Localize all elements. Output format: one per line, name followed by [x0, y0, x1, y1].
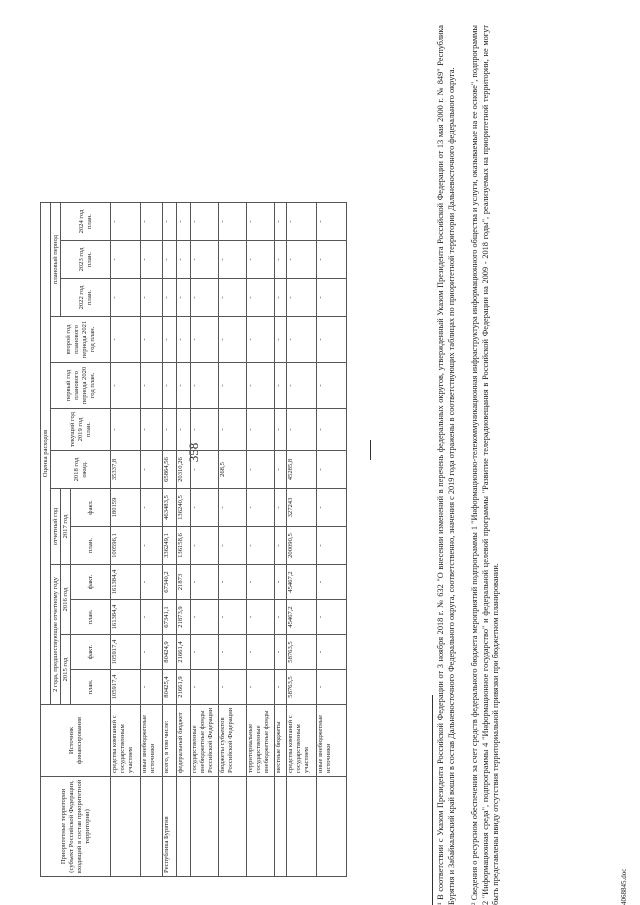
value-cell: -	[177, 241, 191, 279]
value-cell: -	[317, 203, 347, 241]
value-cell: -	[191, 409, 219, 451]
value-cell: -	[163, 279, 177, 317]
header-source: Источник финансирования	[41, 705, 111, 777]
value-cell: 161384,4	[111, 565, 141, 600]
region-cell	[275, 777, 287, 877]
value-cell: -	[177, 203, 191, 241]
header-estimate: Оценка расходов	[41, 203, 51, 705]
value-cell: 80424,9	[163, 635, 177, 670]
value-cell: -	[275, 409, 287, 451]
value-cell: -	[247, 565, 275, 600]
value-cell: 67341,1	[163, 600, 177, 635]
value-cell: -	[317, 451, 347, 489]
table-row	[317, 203, 347, 877]
value-cell: -	[317, 565, 347, 600]
value-cell: 20310,26	[177, 451, 191, 489]
value-cell: -	[177, 409, 191, 451]
value-cell: -	[219, 670, 247, 705]
footnote-1: ¹ В соответствии с Указом Президента Российской Федерации от 3 ноября 2018 г. № 632 "О внесении изменений в перечень федеральных округов, утвержденный Указом Президента Российской Федерации от 13 мая 2000 г. № 849" Республика Бурятия и Забайкальский край вошли в состав Дальневосточного Федерального округа, соответственно, значения с 2019 года отражены в соответствующих таблицах по приоритетной территории Дальневосточного федерального округа.	[436, 25, 456, 905]
value-cell: -	[111, 363, 141, 409]
value-cell: -	[247, 600, 275, 635]
value-cell: 58763,5	[287, 635, 317, 670]
value-cell: -	[317, 527, 347, 565]
region-cell	[177, 777, 191, 877]
header-2020: первый год планового периода 2020 год план.	[51, 363, 111, 409]
value-cell: 58763,5	[287, 670, 317, 705]
value-cell: -	[287, 409, 317, 451]
value-cell: -	[275, 317, 287, 363]
value-cell: -	[247, 203, 275, 241]
header-fact: факт.	[71, 489, 111, 527]
value-cell: -	[219, 635, 247, 670]
value-cell: -	[141, 527, 163, 565]
value-cell: -	[191, 635, 219, 670]
value-cell: -	[247, 635, 275, 670]
header-fact: факт.	[71, 565, 111, 600]
value-cell: -	[247, 363, 275, 409]
value-cell: -	[219, 489, 247, 527]
value-cell: 21661,4	[177, 635, 191, 670]
table-body	[111, 203, 347, 877]
table-row	[287, 203, 317, 877]
value-cell: -	[219, 600, 247, 635]
header-2022: 2022 год план.	[61, 279, 111, 317]
source-cell: бюджеты субъектов Российской Федерации	[219, 705, 247, 777]
value-cell: -	[317, 241, 347, 279]
header-2017: 2017 год	[61, 489, 71, 565]
value-cell: -	[247, 527, 275, 565]
region-cell	[287, 777, 317, 877]
value-cell: -	[219, 363, 247, 409]
source-cell: государственные внебюджетные фонды Российской Федерации	[191, 705, 219, 777]
page-number: 358	[186, 442, 201, 463]
value-cell: 105917,4	[111, 670, 141, 705]
value-cell: -	[141, 203, 163, 241]
value-cell: -	[287, 203, 317, 241]
value-cell: -	[141, 317, 163, 363]
value-cell: -	[191, 670, 219, 705]
value-cell: -	[275, 527, 287, 565]
value-cell: -	[275, 363, 287, 409]
value-cell: -	[287, 279, 317, 317]
value-cell: 200090,5	[287, 527, 317, 565]
header-region: Приоритетные территории (субъект Российской Федерации, входящий в состав приоритетной территории)	[41, 777, 111, 877]
source-cell: территориальные государственные внебюджетные фонды	[247, 705, 275, 777]
value-cell: 45285,8	[287, 451, 317, 489]
value-cell: -	[111, 279, 141, 317]
value-cell: -	[191, 241, 219, 279]
value-cell: -	[219, 527, 247, 565]
value-cell: -	[247, 409, 275, 451]
table-row	[163, 203, 177, 877]
value-cell: -	[317, 635, 347, 670]
value-cell: 180159	[111, 489, 141, 527]
value-cell: 45467,2	[287, 565, 317, 600]
value-cell: -	[191, 600, 219, 635]
value-cell: -	[163, 363, 177, 409]
header-2023: 2023 год план.	[61, 241, 111, 279]
value-cell: -	[275, 565, 287, 600]
header-plan: план.	[71, 527, 111, 565]
region-cell	[219, 777, 247, 877]
value-cell: -	[317, 489, 347, 527]
value-cell: 21873	[177, 565, 191, 600]
region-cell	[247, 777, 275, 877]
value-cell: -	[275, 670, 287, 705]
value-cell: 80425,4	[163, 670, 177, 705]
value-cell: -	[191, 363, 219, 409]
value-cell: -	[163, 409, 177, 451]
region-cell	[317, 777, 347, 877]
value-cell: -	[177, 279, 191, 317]
value-cell: -	[247, 451, 275, 489]
value-cell: -	[317, 363, 347, 409]
value-cell: -	[177, 317, 191, 363]
header-plan-period: плановый период	[51, 203, 61, 317]
document-filename: 4068845.doc	[620, 868, 628, 905]
value-cell: -	[275, 635, 287, 670]
table-row	[191, 203, 219, 877]
value-cell: 161384,4	[111, 600, 141, 635]
value-cell: 268,5	[219, 451, 247, 489]
region-cell	[111, 777, 141, 877]
value-cell: -	[317, 600, 347, 635]
region-cell	[191, 777, 219, 877]
value-cell: -	[141, 489, 163, 527]
value-cell: -	[141, 409, 163, 451]
value-cell: -	[275, 489, 287, 527]
table-row	[247, 203, 275, 877]
value-cell: 35337,8	[111, 451, 141, 489]
table-wrapper	[40, 0, 347, 905]
value-cell: -	[111, 241, 141, 279]
value-cell: 67340,2	[163, 565, 177, 600]
value-cell: -	[247, 279, 275, 317]
region-cell	[141, 777, 163, 877]
value-cell: -	[141, 635, 163, 670]
value-cell: -	[177, 363, 191, 409]
value-cell: -	[111, 203, 141, 241]
value-cell: -	[275, 451, 287, 489]
value-cell: -	[247, 670, 275, 705]
value-cell: 21661,9	[177, 670, 191, 705]
value-cell: -	[191, 317, 219, 363]
value-cell: -	[191, 451, 219, 489]
value-cell: -	[219, 279, 247, 317]
value-cell: -	[275, 600, 287, 635]
footnote-2: ² Сведения о ресурсном обеспечении за счет средств федерального бюджета мероприятий подпрограммы 1 "Информационно-телекоммуникационная инфраструктура информационного общества и услуги, оказываемые на ее основе", подпрограммы 2 "Информационная среда", подпрограммы 4 "Информационное государство" и федеральной целевой программы "Развитие телерадиовещания в Российской Федерации на 2009 - 2018 годы", реализуемых на приоритетной территории, не могут быть представлены ввиду отсутствия территориальной привязки при бюджетном планировании.	[470, 25, 501, 905]
value-cell: -	[317, 317, 347, 363]
table-row	[141, 203, 163, 877]
value-cell: -	[141, 241, 163, 279]
header-plan: план.	[71, 670, 111, 705]
value-cell: -	[141, 279, 163, 317]
value-cell: -	[275, 279, 287, 317]
value-cell: -	[247, 317, 275, 363]
value-cell: -	[287, 317, 317, 363]
header-two-years: 2 года, предшествующие отчетному году	[51, 565, 61, 705]
value-cell: -	[219, 203, 247, 241]
value-cell: -	[141, 600, 163, 635]
source-cell: местные бюджеты	[275, 705, 287, 777]
source-cell: всего, в том числе:	[163, 705, 177, 777]
table-row	[275, 203, 287, 877]
value-cell: -	[219, 409, 247, 451]
source-cell: иные внебюджетные источники	[141, 705, 163, 777]
value-cell: -	[219, 241, 247, 279]
value-cell: 45467,2	[287, 600, 317, 635]
value-cell: -	[191, 565, 219, 600]
value-cell: -	[275, 203, 287, 241]
header-2016: 2016 год	[61, 565, 71, 635]
value-cell: -	[191, 527, 219, 565]
value-cell: -	[191, 279, 219, 317]
source-cell: федеральный бюджет	[177, 705, 191, 777]
footnote-separator	[432, 695, 433, 905]
value-cell: -	[247, 241, 275, 279]
header-2024: 2024 год план.	[61, 203, 111, 241]
value-cell: 136240,5	[177, 489, 191, 527]
value-cell: -	[111, 317, 141, 363]
value-cell: -	[317, 409, 347, 451]
header-fact: факт.	[71, 635, 111, 670]
value-cell: -	[191, 203, 219, 241]
value-cell: 65864,56	[163, 451, 177, 489]
value-cell: -	[163, 317, 177, 363]
value-cell: -	[163, 241, 177, 279]
value-cell: -	[111, 409, 141, 451]
header-plan: план.	[71, 600, 111, 635]
value-cell: -	[141, 565, 163, 600]
value-cell: -	[219, 317, 247, 363]
header-2018: 2018 год ожид.	[51, 451, 111, 489]
expenses-table	[40, 202, 347, 877]
value-cell: -	[247, 489, 275, 527]
source-cell: средства компаний с государственным участием	[287, 705, 317, 777]
value-cell: 327243	[287, 489, 317, 527]
value-cell: -	[163, 203, 177, 241]
table-row	[177, 203, 191, 877]
value-cell: -	[317, 279, 347, 317]
value-cell: -	[141, 363, 163, 409]
source-cell: иные внебюджетные источники	[317, 705, 347, 777]
value-cell: -	[191, 489, 219, 527]
table-row	[219, 203, 247, 877]
value-cell: 105917,4	[111, 635, 141, 670]
value-cell: -	[287, 241, 317, 279]
region-cell: Республика Бурятия	[163, 777, 177, 877]
value-cell: 136158,6	[177, 527, 191, 565]
separator-line	[370, 440, 371, 460]
value-cell: 21873,9	[177, 600, 191, 635]
table-row	[111, 203, 141, 877]
value-cell: -	[219, 565, 247, 600]
value-cell: 100596,1	[111, 527, 141, 565]
header-2019: текущий год 2019 год план.	[51, 409, 111, 451]
value-cell: 336249,1	[163, 527, 177, 565]
header-report-year: отчетный год	[51, 489, 61, 565]
value-cell: -	[275, 241, 287, 279]
source-cell: средства компаний с государственным участием	[111, 705, 141, 777]
value-cell: 463483,5	[163, 489, 177, 527]
header-2021: второй год планового периода 2021 год план.	[51, 317, 111, 363]
value-cell: -	[317, 670, 347, 705]
value-cell: -	[141, 670, 163, 705]
header-2015: 2015 год	[61, 635, 71, 705]
value-cell: -	[141, 451, 163, 489]
value-cell: -	[287, 363, 317, 409]
